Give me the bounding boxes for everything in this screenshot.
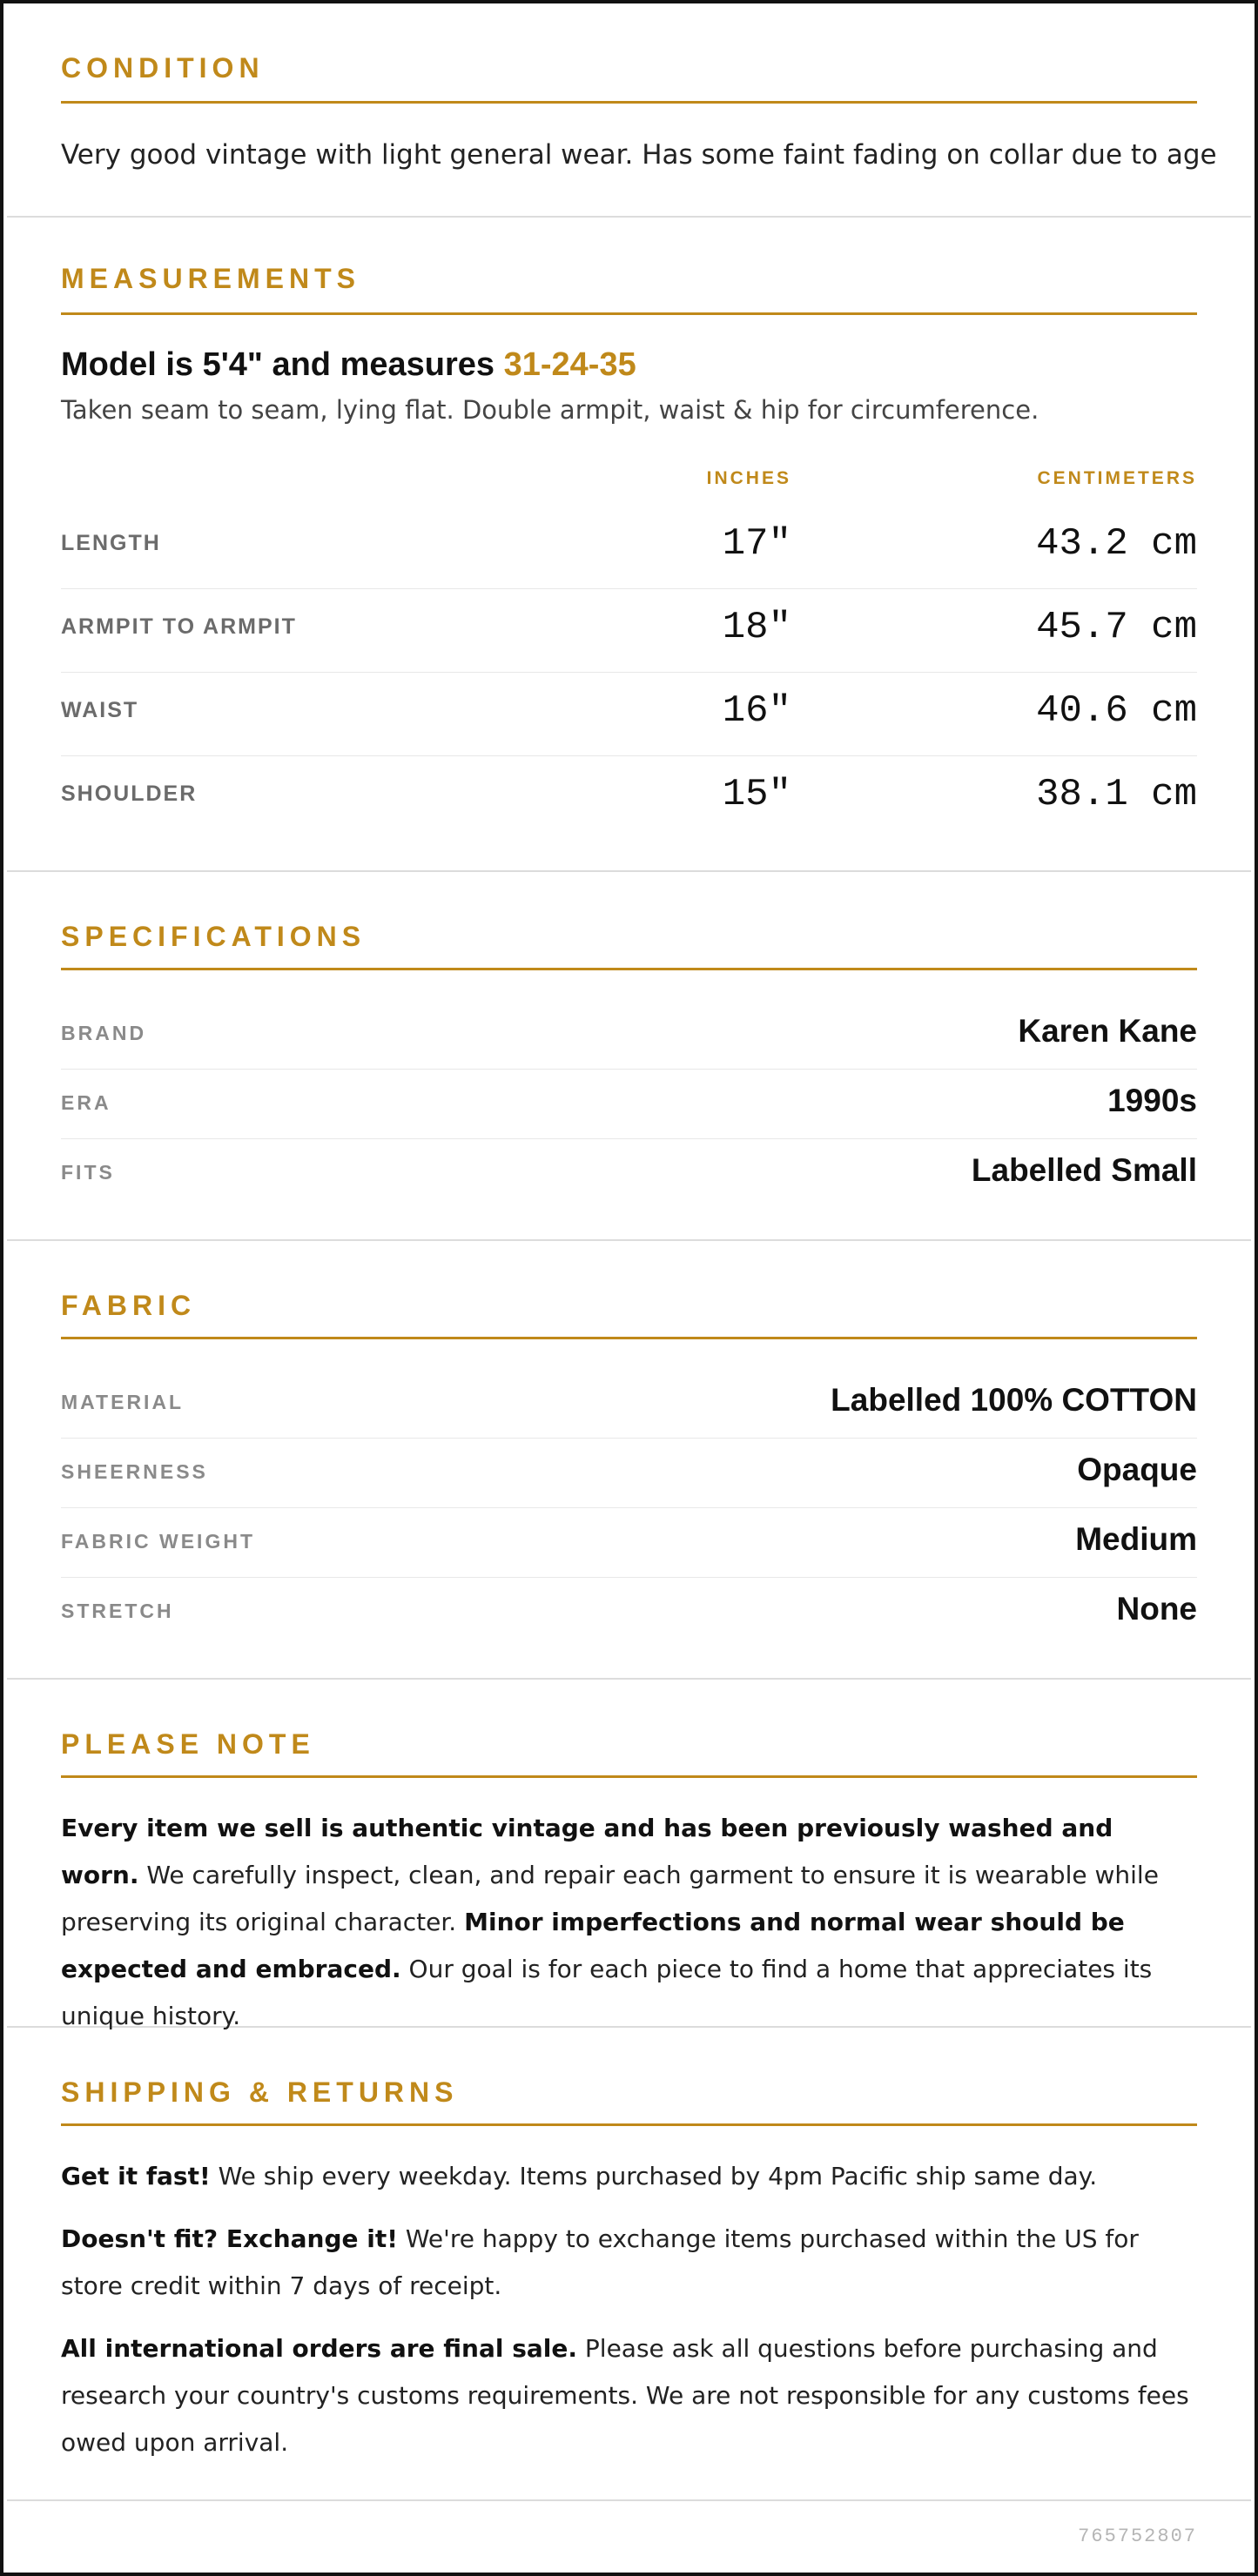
spec-row-brand: [61, 999, 1197, 1070]
measurements-section: [7, 218, 1251, 872]
model-measures-value: 31-24-35: [503, 346, 636, 383]
shipping-bold-3: All international orders are final sale.: [61, 2334, 578, 2363]
measurement-row-armpit: [61, 588, 1197, 673]
section-rule: [61, 1775, 1197, 1778]
please-note-section: [7, 1680, 1251, 2028]
model-measurements: [61, 346, 636, 384]
fabric-row-weight: [61, 1507, 1197, 1578]
spec-label: FITS: [61, 1161, 115, 1184]
note-bold-2: Minor imperfections and normal wear should be expected and embraced.: [61, 1908, 1125, 1983]
note-bold-1: Every item we sell is authentic vintage and has been previously washed and worn.: [61, 1814, 1113, 1889]
column-header-inches: INCHES: [706, 468, 791, 488]
model-prefix: Model is 5'4" and measures: [61, 346, 504, 383]
spec-row-era: [61, 1069, 1197, 1139]
section-title-please-note: PLEASE NOTE: [61, 1728, 315, 1760]
column-header-centimeters: CENTIMETERS: [1037, 468, 1197, 488]
fabric-label: FABRIC WEIGHT: [61, 1530, 255, 1553]
fabric-label: SHEERNESS: [61, 1460, 208, 1483]
spec-row-fits: [61, 1138, 1197, 1208]
section-title-condition: CONDITION: [61, 52, 265, 84]
measurement-row-length: [61, 505, 1197, 589]
shipping-paragraph-2: [61, 2216, 1197, 2310]
fabric-section: [7, 1241, 1251, 1680]
fabric-row-sheerness: [61, 1438, 1197, 1508]
measurement-cm: 45.7 cm: [1036, 606, 1197, 649]
section-title-measurements: MEASUREMENTS: [61, 263, 361, 294]
fabric-value: Medium: [1075, 1521, 1197, 1557]
note-text-1: We carefully inspect, clean, and repair each garment to ensure it is wearable while preserving its original character.: [61, 1861, 1159, 1936]
spec-value: Karen Kane: [1018, 1013, 1197, 1049]
measurement-label: WAIST: [61, 698, 139, 722]
specifications-section: [7, 872, 1251, 1241]
please-note-text: [61, 1805, 1197, 2040]
measurement-label: ARMPIT TO ARMPIT: [61, 614, 297, 639]
measurement-inches: 15": [722, 773, 791, 816]
fabric-row-material: [61, 1368, 1197, 1439]
shipping-bold-2: Doesn't fit? Exchange it!: [61, 2224, 398, 2253]
fabric-row-stretch: [61, 1577, 1197, 1647]
section-title-specifications: SPECIFICATIONS: [61, 921, 367, 952]
measurement-inches: 17": [722, 522, 791, 566]
shipping-bold-1: Get it fast!: [61, 2162, 211, 2190]
fabric-value: Labelled 100% COTTON: [831, 1382, 1197, 1418]
spec-label: ERA: [61, 1091, 111, 1114]
spec-value: 1990s: [1107, 1083, 1197, 1118]
measurement-note: Taken seam to seam, lying flat. Double armpit, waist & hip for circumference.: [61, 395, 1039, 425]
section-title-fabric: FABRIC: [61, 1290, 197, 1321]
measurement-cm: 40.6 cm: [1036, 689, 1197, 733]
shipping-section: [7, 2028, 1251, 2501]
measurement-cm: 43.2 cm: [1036, 522, 1197, 566]
measurement-row-shoulder: [61, 755, 1197, 839]
shipping-text-2: We're happy to exchange items purchased within the US for store credit within 7 days of receipt.: [61, 2224, 1139, 2300]
shipping-paragraph-1: [61, 2153, 1197, 2200]
measurement-label: SHOULDER: [61, 782, 198, 806]
measurement-inches: 18": [722, 606, 791, 649]
measurement-cm: 38.1 cm: [1036, 773, 1197, 816]
section-rule: [61, 312, 1197, 315]
sku-number: 765752807: [1078, 2526, 1197, 2547]
condition-section: [7, 3, 1251, 218]
fabric-label: MATERIAL: [61, 1391, 185, 1413]
section-rule: [61, 2123, 1197, 2126]
shipping-paragraph-3: [61, 2325, 1197, 2466]
measurement-inches: 16": [722, 689, 791, 733]
measurement-row-waist: [61, 672, 1197, 756]
section-rule: [61, 1337, 1197, 1339]
fabric-value: None: [1116, 1591, 1197, 1627]
spec-value: Labelled Small: [971, 1152, 1197, 1188]
shipping-text-3: Please ask all questions before purchasing and research your country's customs requirements. We are not responsible for any customs fees owed upon arrival.: [61, 2334, 1189, 2457]
measurement-label: LENGTH: [61, 531, 161, 555]
shipping-text-1: We ship every weekday. Items purchased by 4pm Pacific ship same day.: [210, 2162, 1098, 2190]
section-rule: [61, 968, 1197, 970]
section-rule: [61, 101, 1197, 104]
section-title-shipping: SHIPPING & RETURNS: [61, 2076, 459, 2108]
note-text-2: Our goal is for each piece to find a home that appreciates its unique history.: [61, 1955, 1153, 2030]
spec-label: BRAND: [61, 1022, 147, 1044]
condition-text: Very good vintage with light general wear. Has some faint fading on collar due to age: [61, 139, 1217, 171]
fabric-label: STRETCH: [61, 1600, 174, 1622]
fabric-value: Opaque: [1077, 1452, 1197, 1487]
